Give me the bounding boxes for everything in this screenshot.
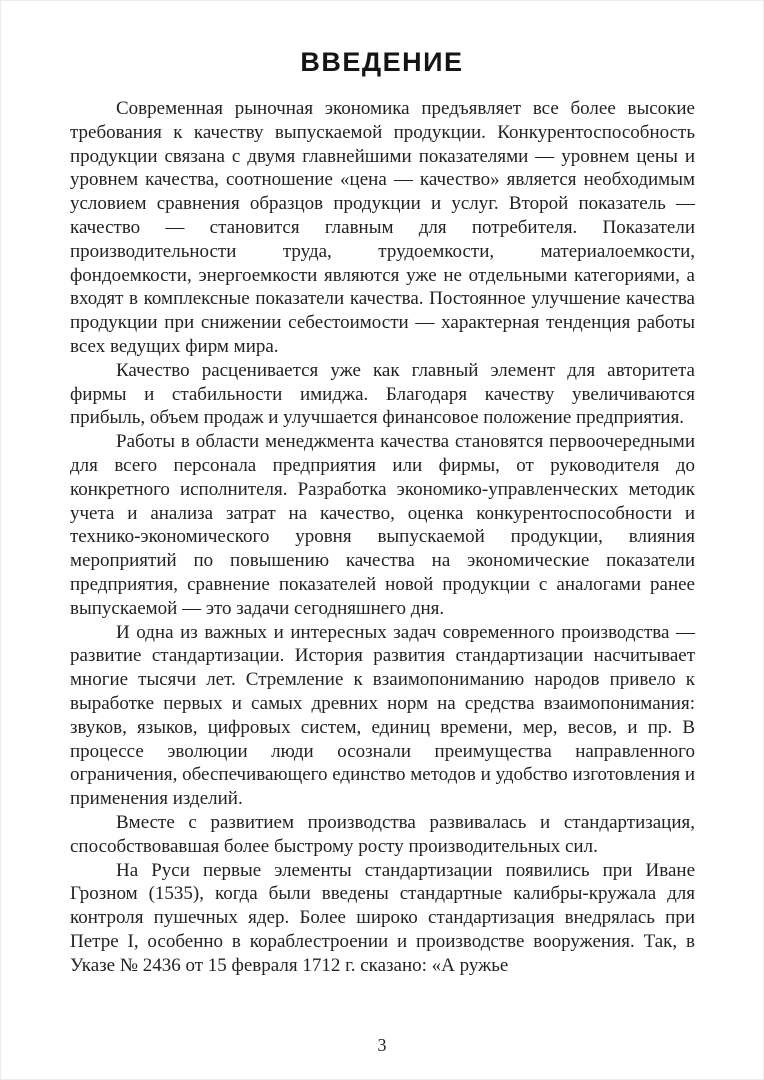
paragraph: И одна из важных и интересных задач современного производства — развитие стандартизации. История развития стандартизации насчитывает многие тысячи лет. Стремление к взаимопониманию народов привело к выработке первых и самых древних норм на средства взаимопонимания: звуков, языков, цифровых систем, единиц времени, мер, весов, и пр. В процессе эволюции люди осознали преимущества направленного ограничения, обеспечивающего единство методов и удобство изготовления и применения изделий. [70, 621, 695, 810]
paragraph: Работы в области менеджмента качества становятся первоочередными для всего персонала предприятия или фирмы, от руководителя до конкретного исполнителя. Разработка экономико-управленческих методик учета и анализа затрат на качество, оценка конкурентоспособности и технико-экономического уровня выпускаемой продукции, влияния мероприятий по повышению качества на экономические показатели предприятия, сравнение показателей новой продукции с аналогами ранее выпускаемой — это задачи сегодняшнего дня. [70, 431, 695, 619]
body-text [70, 97, 695, 977]
paragraph: Вместе с развитием производства развивалась и стандартизация, способствовавшая более быстрому росту производительных сил. [70, 811, 695, 857]
paragraph: На Руси первые элементы стандартизации появились при Иване Грозном (1535), когда были введены стандартные калибры-кружала для контроля пушечных ядер. Более широко стандартизация внедрялась при Петре I, особенно в кораблестроении и производстве вооружения. Так, в Указе № 2436 от 15 февраля 1712 г. сказано: «А ружье [70, 859, 695, 976]
paragraph: Качество расценивается уже как главный элемент для авторитета фирмы и стабильности имиджа. Благодаря качеству увеличиваются прибыль, объем продаж и улучшается финансовое положение предприятия. [70, 359, 695, 429]
page-number: 3 [377, 1035, 387, 1055]
paragraph: Современная рыночная экономика предъявляет все более высокие требования к качеству выпускаемой продукции. Конкурентоспособность продукции связана с двумя главнейшими показателями — уровнем цены и уровнем качества, соотношение «цена — качество» является необходимым условием сравнения образцов продукции и услуг. Второй показатель — качество — становится главным для потребителя. Показатели производительности труда, трудоемкости, материалоемкости, фондоемкости, энергоемкости являются уже не отдельными категориями, а входят в комплексные показатели качества. Постоянное улучшение качества продукции при снижении себестоимости — характерная тенденция работы всех ведущих фирм мира. [70, 98, 695, 357]
page-title: ВВЕДЕНИЕ [300, 47, 464, 77]
